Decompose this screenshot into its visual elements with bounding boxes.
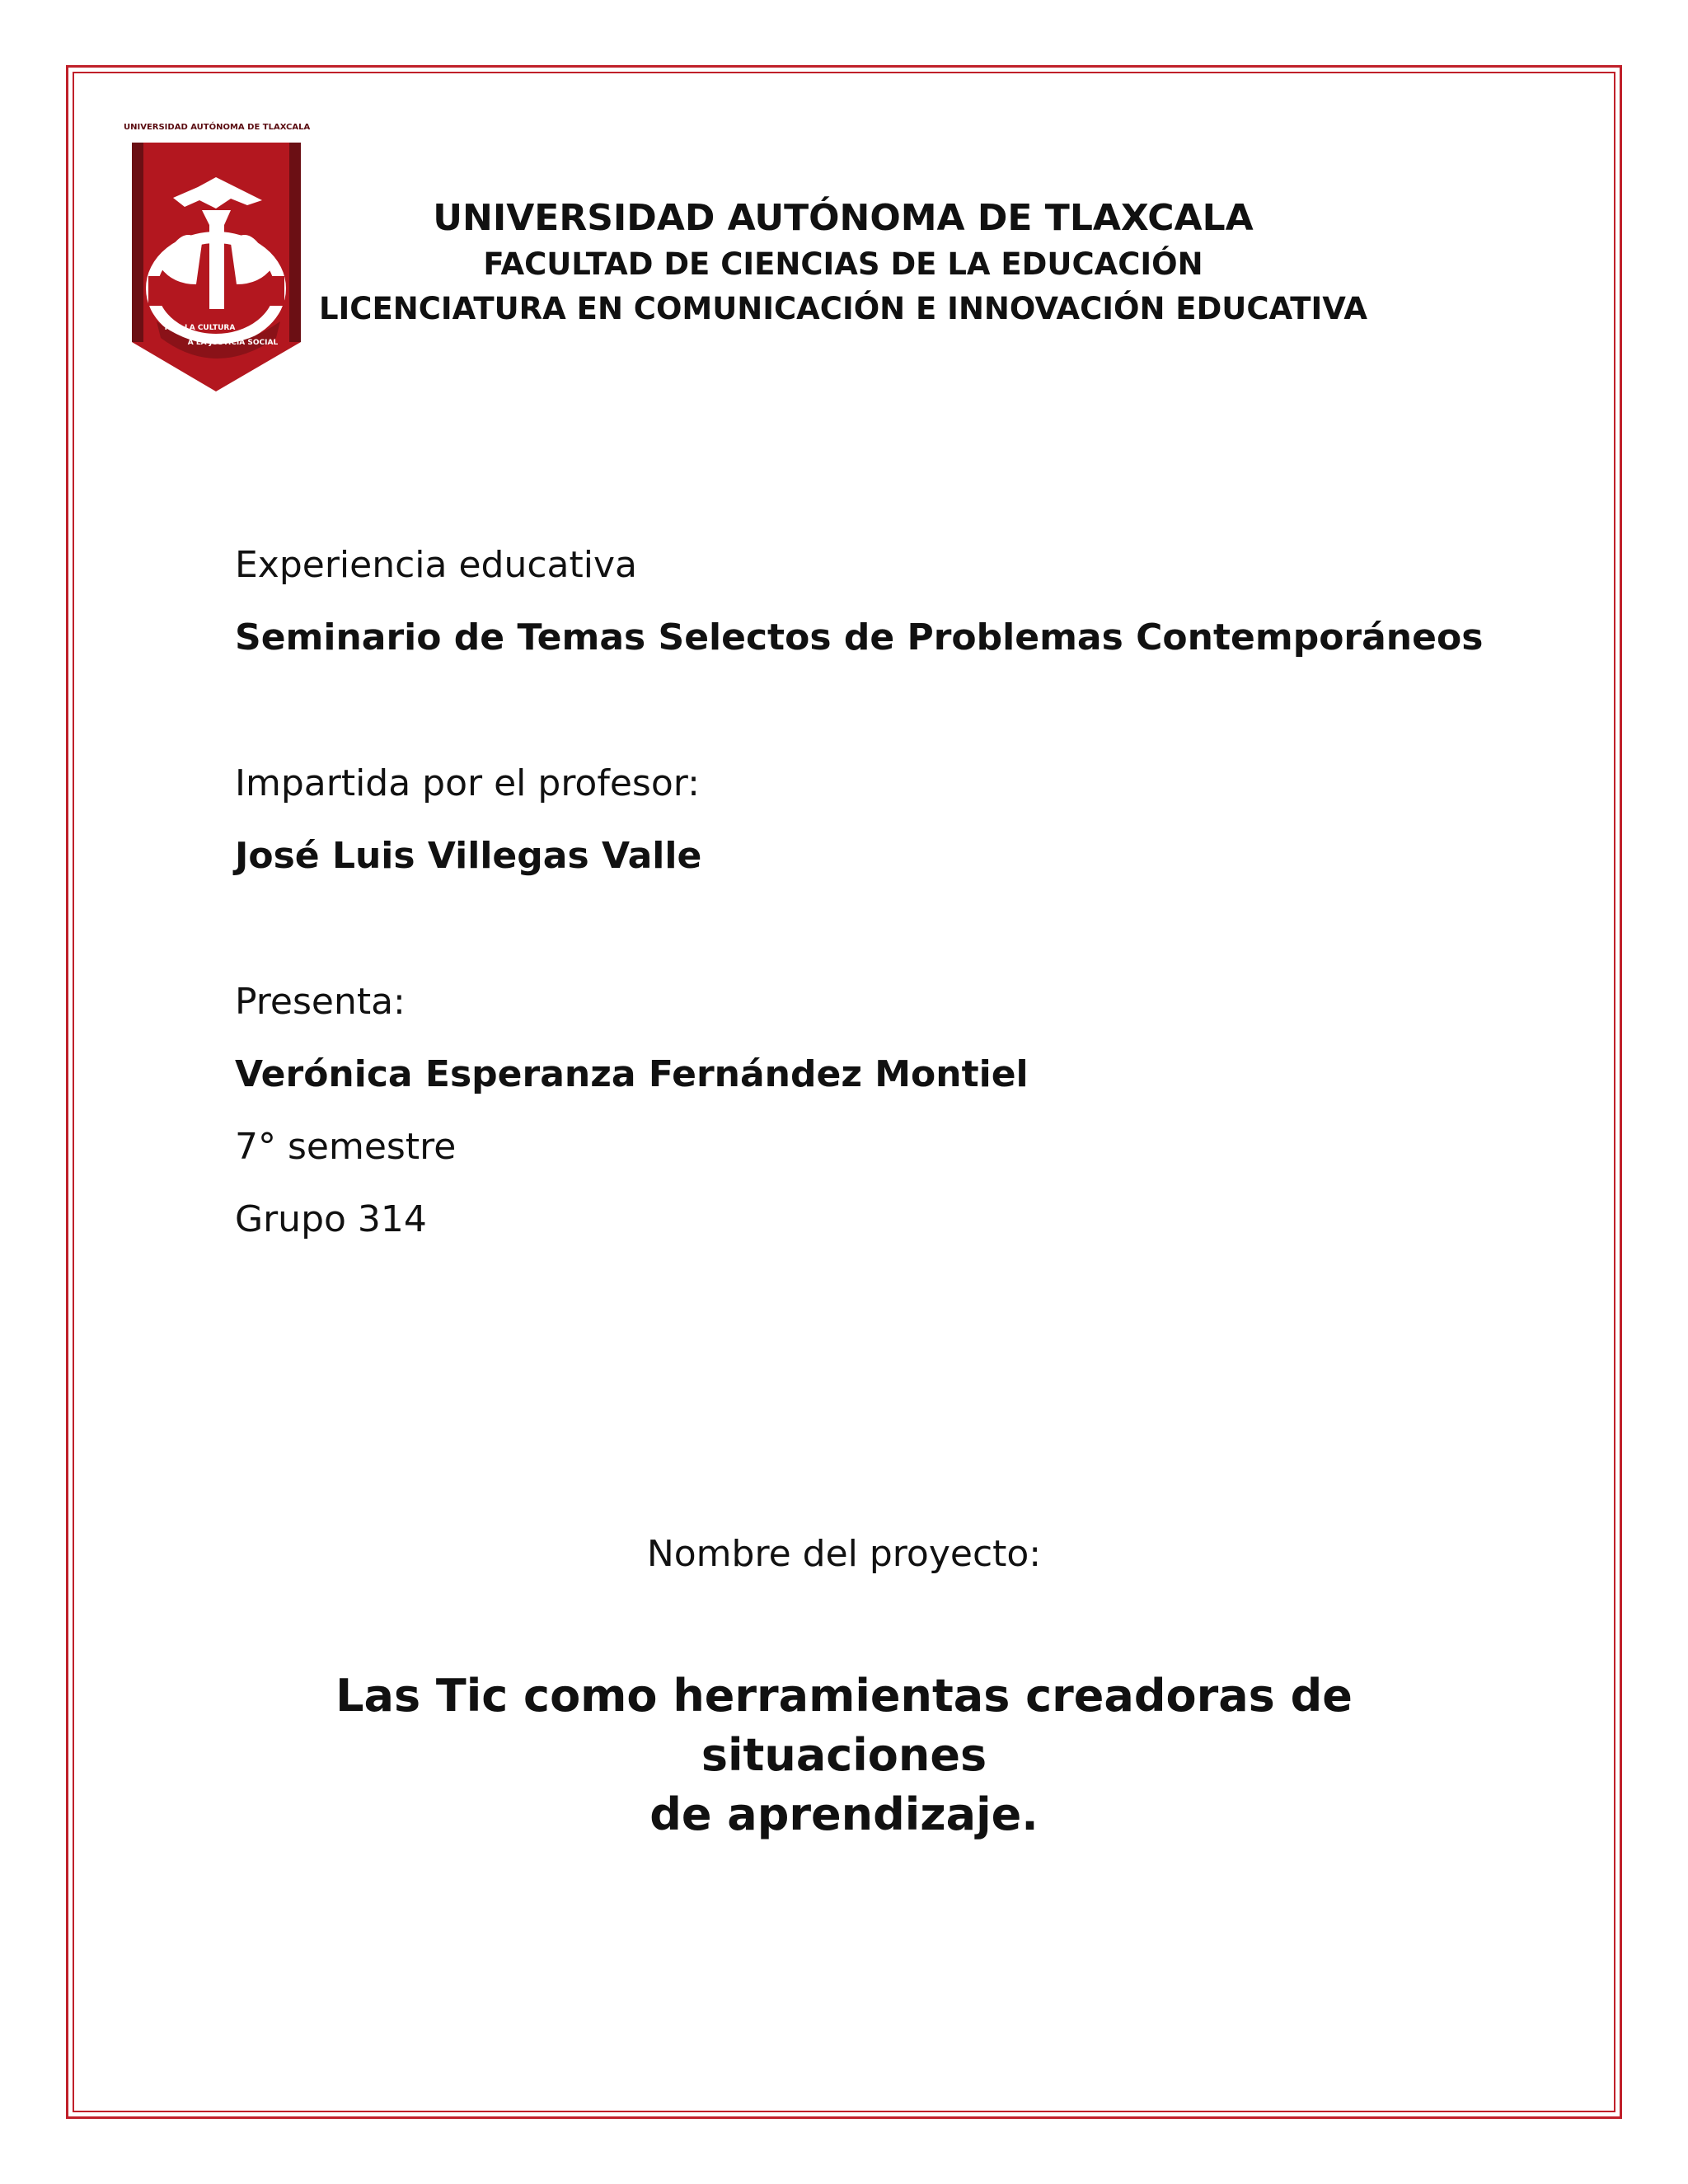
crest-top-text: UNIVERSIDAD AUTÓNOMA DE TLAXCALA bbox=[124, 123, 311, 132]
university-name: UNIVERSIDAD AUTÓNOMA DE TLAXCALA bbox=[433, 197, 1254, 239]
student-name: Verónica Esperanza Fernández Montiel bbox=[235, 1053, 1029, 1095]
faculty-name: FACULTAD DE CIENCIAS DE LA EDUCACIÓN bbox=[483, 246, 1203, 282]
project-title bbox=[198, 1666, 1490, 1844]
student-group: Grupo 314 bbox=[235, 1198, 427, 1240]
university-crest-logo bbox=[124, 120, 309, 400]
institution-header bbox=[305, 194, 1381, 331]
project-title-line-2: de aprendizaje. bbox=[649, 1788, 1039, 1840]
project-label: Nombre del proyecto: bbox=[646, 1533, 1042, 1575]
teacher-label: Impartida por el profesor: bbox=[235, 762, 700, 804]
project-title-line-1: Las Tic como herramientas creadoras de situaciones bbox=[335, 1670, 1353, 1781]
crest-motto-line-1: POR LA CULTURA bbox=[164, 324, 236, 332]
teacher-name: José Luis Villegas Valle bbox=[235, 835, 702, 877]
crest-shield-icon bbox=[124, 120, 309, 400]
student-label: Presenta: bbox=[235, 981, 406, 1023]
program-name: LICENCIATURA EN COMUNICACIÓN E INNOVACIÓN EDUCATIVA bbox=[318, 291, 1368, 326]
course-name: Seminario de Temas Selectos de Problemas Contemporáneos bbox=[235, 616, 1484, 658]
course-label: Experiencia educativa bbox=[235, 544, 637, 586]
student-semester: 7° semestre bbox=[235, 1126, 457, 1168]
crest-motto-line-2: A LA JUSTICIA SOCIAL bbox=[187, 339, 279, 347]
